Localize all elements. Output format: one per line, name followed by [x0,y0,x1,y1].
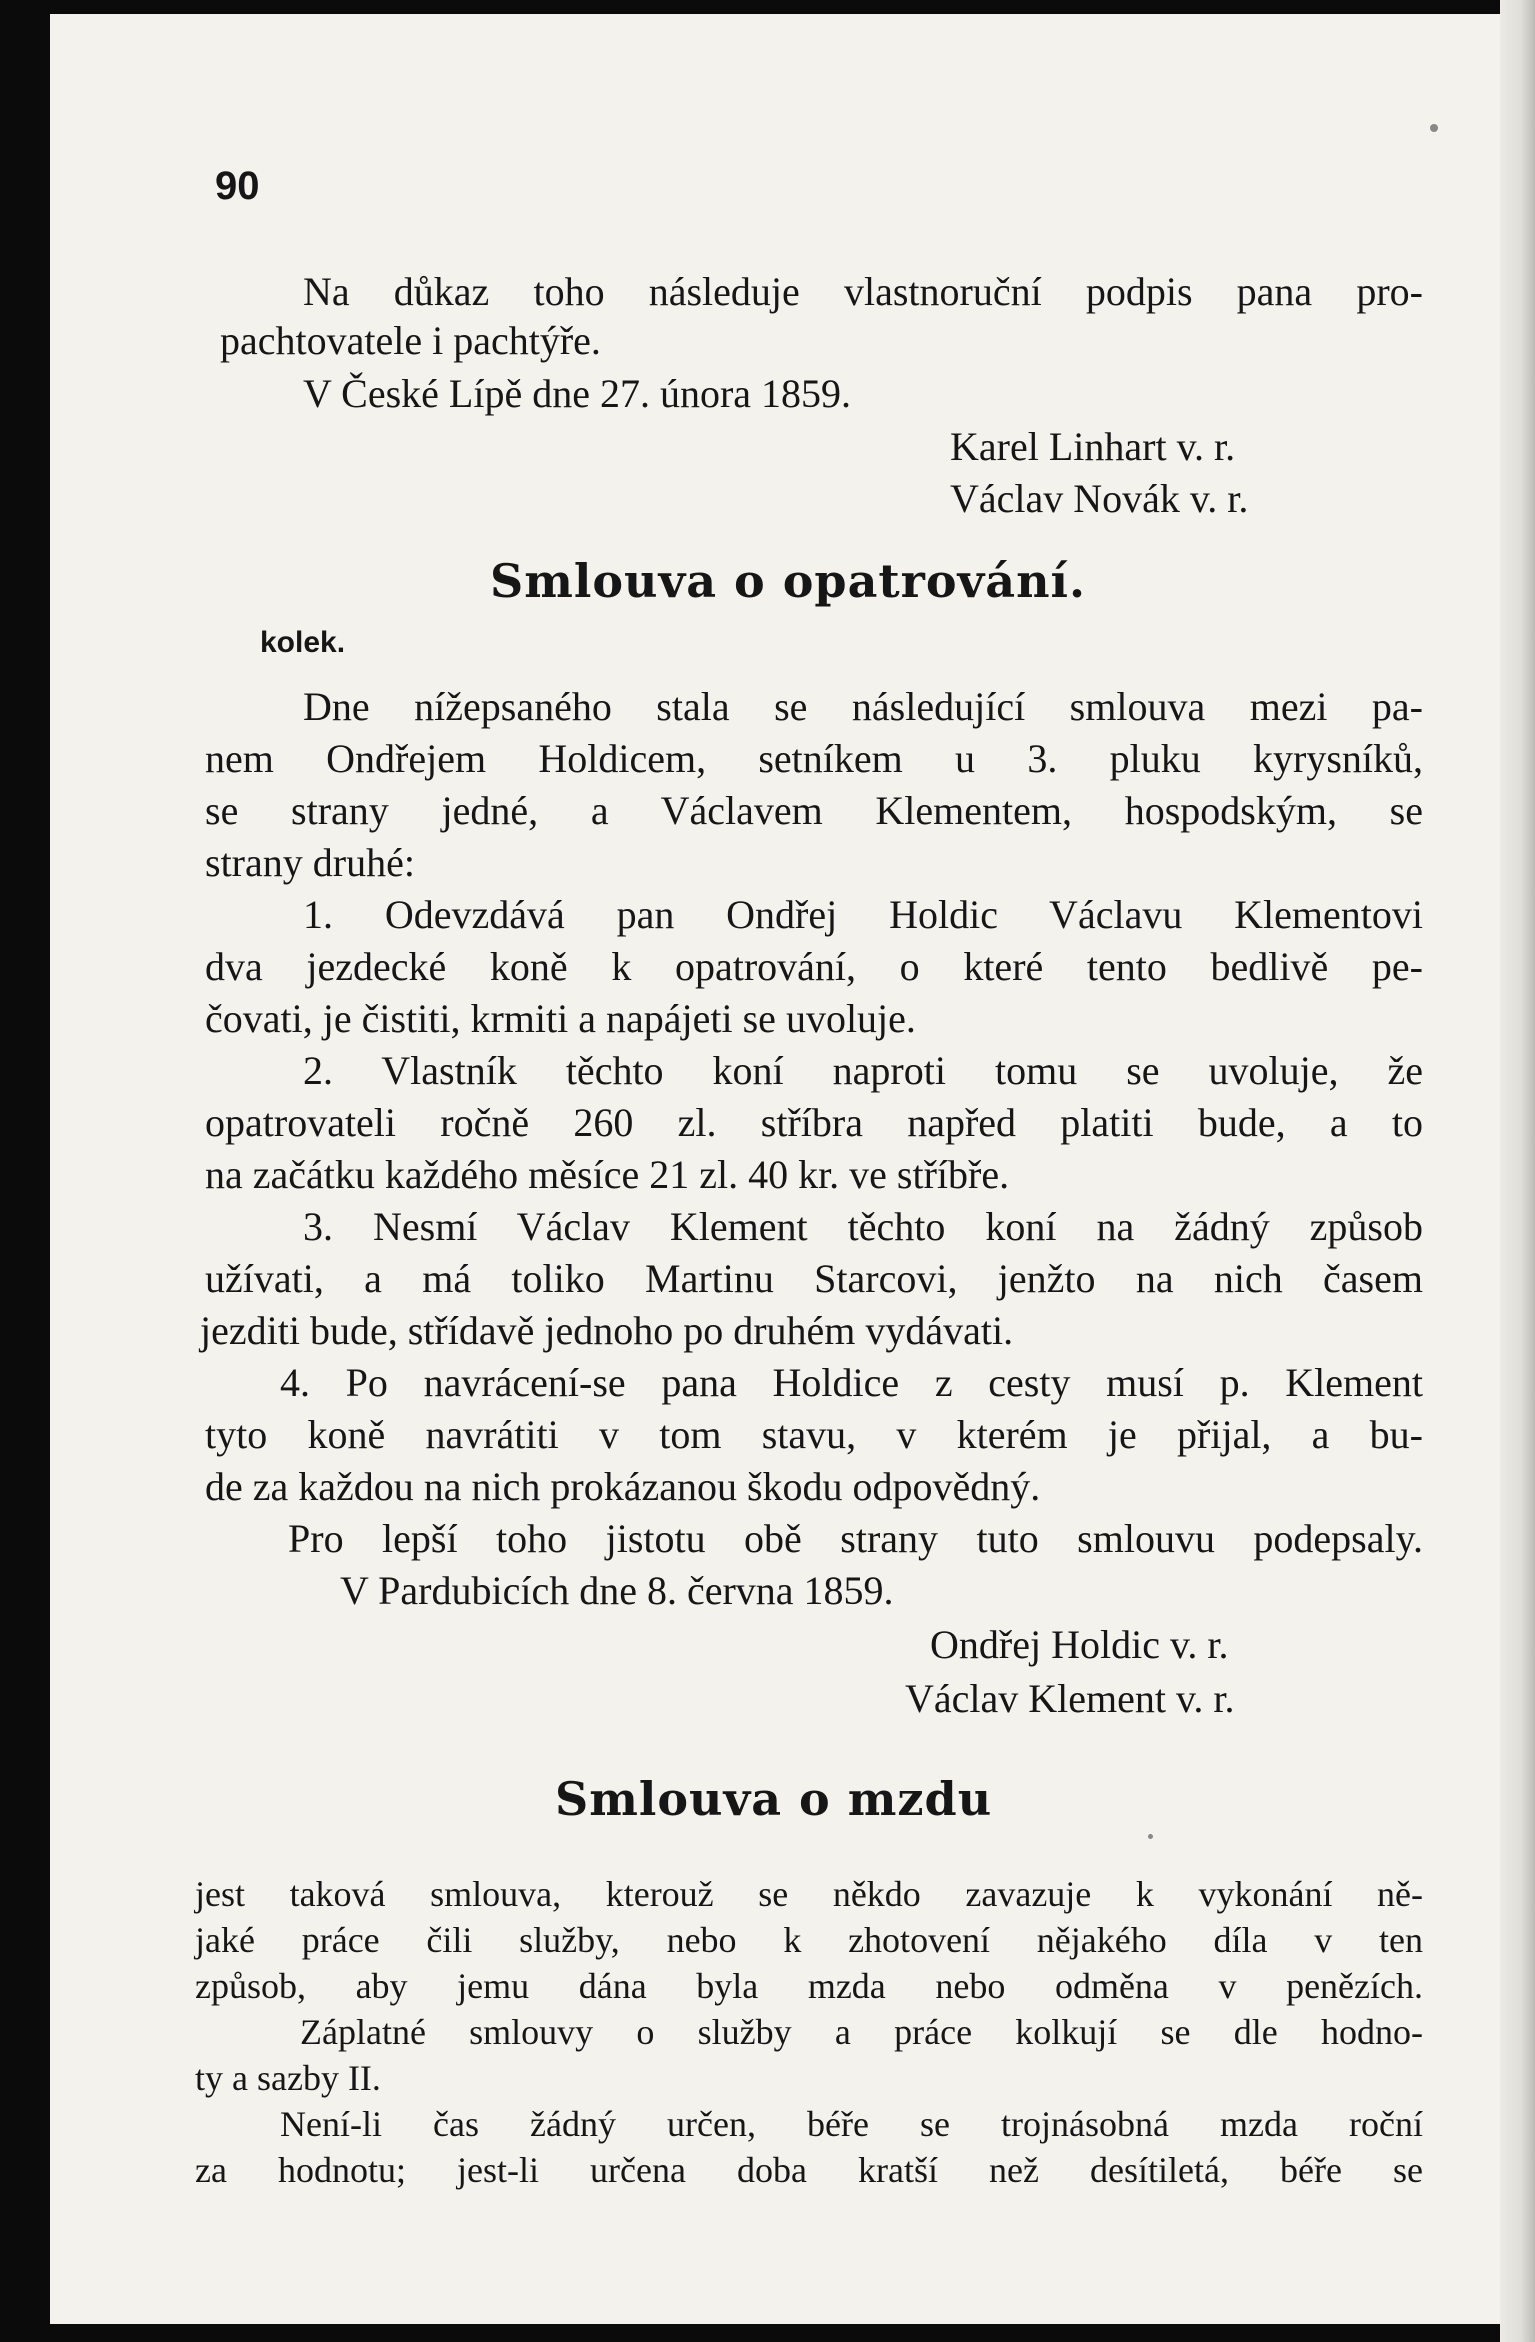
text-line: 3. Nesmí Václav Klement těchto koní na žádný způsob [303,1204,1423,1249]
text-line: čovati, je čistiti, krmiti a napájeti se uvoluje. [205,996,916,1041]
text-line: 1. Odevzdává pan Ondřej Holdic Václavu Klementovi [303,892,1423,937]
signature-line: Václav Novák v. r. [950,476,1249,521]
text-line: užívati, a má toliko Martinu Starcovi, jenžto na nich časem [205,1256,1423,1301]
text-line: Na důkaz toho následuje vlastnoruční podpis pana pro- [303,269,1423,314]
signature-line: Ondřej Holdic v. r. [930,1622,1229,1667]
text-line: 2. Vlastník těchto koní naproti tomu se uvoluje, že [303,1048,1423,1093]
text-line: jest taková smlouva, kterouž se někdo zavazuje k vykonání ně- [195,1874,1423,1914]
text-line: ty a sazby II. [195,2058,381,2098]
stamp-note: kolek. [260,626,346,659]
text-line: de za každou na nich prokázanou škodu odpovědný. [205,1464,1041,1509]
signature-line: Václav Klement v. r. [905,1676,1235,1721]
text-line: nem Ondřejem Holdicem, setníkem u 3. pluku kyrysníků, [205,736,1423,781]
book-page [50,14,1500,2324]
text-line: Záplatné smlouvy o služby a práce kolkují se dle hodno- [300,2012,1423,2052]
text-line: dva jezdecké koně k opatrování, o které tento bedlivě pe- [205,944,1423,989]
section-title: Smlouva o mzdu [555,1772,993,1826]
section-title: Smlouva o opatrování. [490,554,1087,608]
text-line: za hodnotu; jest-li určena doba kratší než desítiletá, béře se [195,2150,1423,2190]
text-line: Dne nížepsaného stala se následující smlouva mezi pa- [303,684,1423,729]
page-number: 90 [215,164,260,208]
place-date: V Pardubicích dne 8. června 1859. [340,1568,894,1613]
text-line: na začátku každého měsíce 21 zl. 40 kr. ve stříbře. [205,1152,1010,1197]
scan-speck [1430,124,1438,132]
scan-speck [1148,1834,1153,1839]
text-line: pachtovatele i pachtýře. [220,318,601,363]
text-line: jaké práce čili služby, nebo k zhotovení nějakého díla v ten [195,1920,1423,1960]
text-line: strany druhé: [205,840,415,885]
text-line: jezditi bude, střídavě jednoho po druhém vydávati. [200,1308,1014,1353]
text-line: způsob, aby jemu dána byla mzda nebo odměna v penězích. [195,1966,1423,2006]
text-line: tyto koně navrátiti v tom stavu, v kterém je přijal, a bu- [205,1412,1423,1457]
text-line: se strany jedné, a Václavem Klementem, hospodským, se [205,788,1423,833]
page-edge [1500,0,1535,2342]
text-line: 4. Po navrácení-se pana Holdice z cesty musí p. Klement [280,1360,1423,1405]
text-line: opatrovateli ročně 260 zl. stříbra napřed platiti bude, a to [205,1100,1423,1145]
text-line: Pro lepší toho jistotu obě strany tuto smlouvu podepsaly. [288,1516,1423,1561]
place-date: V České Lípě dne 27. února 1859. [303,371,852,416]
text-line: Není-li čas žádný určen, béře se trojnásobná mzda roční [280,2104,1423,2144]
signature-line: Karel Linhart v. r. [950,424,1236,469]
